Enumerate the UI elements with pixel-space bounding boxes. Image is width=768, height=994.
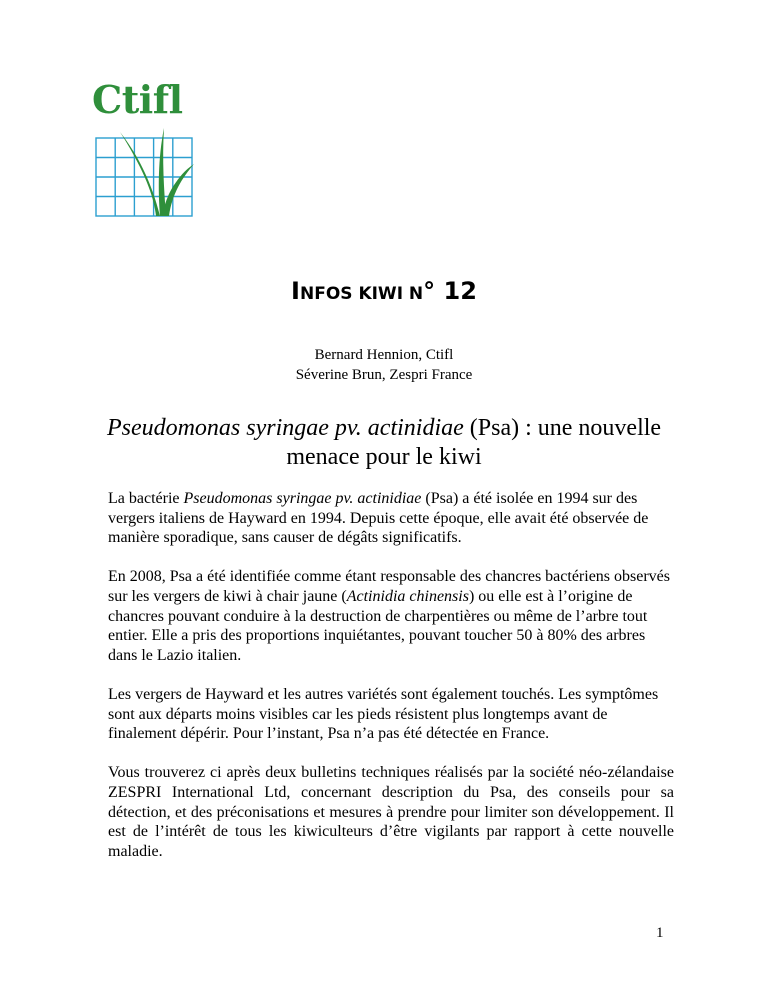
title-line2: menace pour le kiwi: [286, 444, 482, 470]
title-rest-line1: (Psa) : une nouvelle: [463, 415, 662, 441]
headline-smallcaps: NFOS KIWI N: [299, 284, 424, 304]
paragraph-1: La bactérie Pseudomonas syringae pv. actinidiae (Psa) a été isolée en 1994 sur des vergers italiens de Hayward en 1994. Depuis cette époque, elle avait été observée de manière sporadique, sans causer de dégâts significatifs.: [108, 490, 649, 547]
authors-block: [0, 345, 768, 385]
headline-number: ° 12: [423, 277, 477, 305]
article-body: [108, 489, 674, 881]
kiwi-grid-icon: [94, 128, 194, 218]
title-italic: Pseudomonas syringae pv. actinidiae: [106, 415, 464, 441]
headline-initial: I: [291, 277, 300, 305]
author-2: Séverine Brun, Zespri France: [295, 367, 473, 383]
paragraph-3: Les vergers de Hayward et les autres variétés sont également touchés. Les symptômes sont aux départs moins visibles car les pieds résistent plus longtemps avant de finalement dépérir. Pour l’instant, Psa n’a pas été détectée en France.: [108, 685, 659, 743]
paragraph-4: Vous trouverez ci après deux bulletins techniques réalisés par la société néo-zélandaise ZESPRI International Ltd, concernant description du Psa, des conseils pour sa détection, et des préconisations et mesures à prendre pour limiter son développement. Il est de l’intérêt de tous les kiwiculteurs d’être vigilants par rapport à cette nouvelle maladie.: [108, 764, 674, 860]
logo-wordmark: Ctifl: [92, 77, 183, 122]
bulletin-headline: [0, 276, 768, 309]
page-number: 1: [656, 925, 664, 941]
ctifl-logo: [92, 77, 202, 230]
author-1: Bernard Hennion, Ctifl: [314, 347, 454, 363]
article-title: [0, 414, 768, 472]
paragraph-2: En 2008, Psa a été identifiée comme étant responsable des chancres bactériens observés sur les vergers de kiwi à chair jaune (Actinidia chinensis) ou elle est à l’origine de chancres pouvant conduire à la destruction de charpentières ou même de l’arbre tout entier. Elle a pris des proportions inquiétantes, pouvant toucher 50 à 80% des arbres dans le Lazio italien.: [108, 568, 671, 664]
